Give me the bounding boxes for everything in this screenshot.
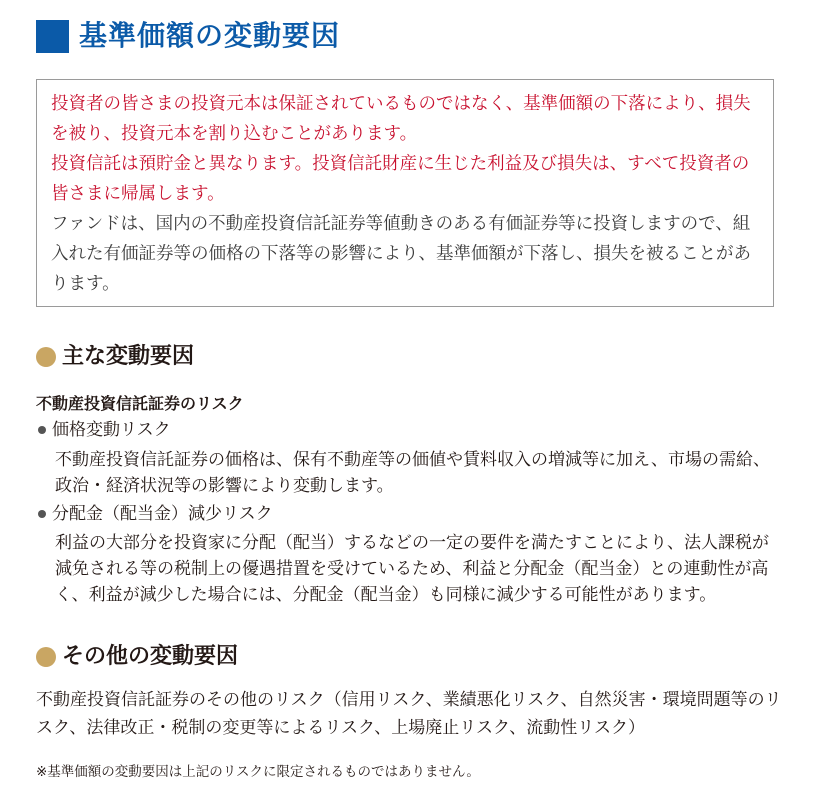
risk-warning-box: [36, 79, 774, 307]
price-risk-item: [38, 418, 171, 442]
title-square-icon: [36, 20, 69, 53]
gold-bullet-icon: [36, 647, 56, 667]
gold-bullet-icon: [36, 347, 56, 367]
other-factors-heading: [36, 643, 238, 671]
bullet-icon: [38, 426, 46, 434]
other-risks-description: 不動産投資信託証券のその他のリスク（信用リスク、業績悪化リスク、自然災害・環境問題等のリスク、法律改正・税制の変更等によるリスク、上場廃止リスク、流動性リスク）: [36, 690, 782, 738]
principal-not-guaranteed-notice: 投資者の皆さまの投資元本は保証されているものではなく、基準価額の下落により、損失を被り、投資元本を割り込むことがあります。: [51, 94, 751, 144]
price-risk-label: 価格変動リスク: [52, 420, 171, 440]
footnote: ※基準価額の変動要因は上記のリスクに限定されるものではありません。: [36, 764, 480, 780]
dividend-risk-item: [38, 502, 273, 526]
page-title: 基準価額の変動要因: [79, 19, 341, 52]
not-a-deposit-notice: 投資信託は預貯金と異なります。投資信託財産に生じた利益及び損失は、すべて投資者の皆さまに帰属します。: [51, 154, 750, 204]
price-risk-description: 不動産投資信託証券の価格は、保有不動産等の価値や賃料収入の増減等に加え、市場の需給、政治・経済状況等の影響により変動します。: [55, 450, 771, 496]
fund-risk-notice: ファンドは、国内の不動産投資信託証券等値動きのある有価証券等に投資しますので、組入れた有価証券等の価格の下落等の影響により、基準価額が下落し、損失を被ることがあります。: [51, 214, 751, 294]
main-factors-heading-text: 主な変動要因: [62, 344, 195, 369]
main-factors-heading: [36, 343, 194, 371]
page-title-block: [36, 18, 340, 54]
bullet-icon: [38, 510, 46, 518]
other-factors-heading-text: その他の変動要因: [62, 644, 239, 669]
dividend-risk-label: 分配金（配当金）減少リスク: [52, 504, 273, 524]
dividend-risk-description: 利益の大部分を投資家に分配（配当）するなどの一定の要件を満たすことにより、法人課税が減免される等の税制上の優遇措置を受けているため、利益と分配金（配当金）との連動性が高く、利益が減少した場合には、分配金（配当金）も同様に減少する可能性があります。: [55, 533, 769, 605]
reit-risk-subheading: 不動産投資信託証券のリスク: [36, 394, 244, 413]
